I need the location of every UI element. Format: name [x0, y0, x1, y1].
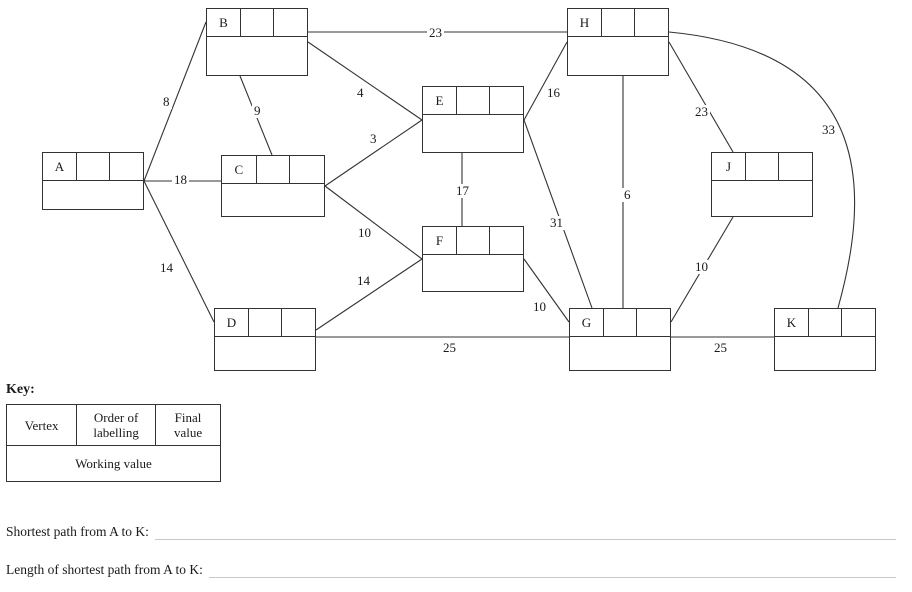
node-c-vertex: C — [222, 156, 257, 183]
edge-d-f — [316, 259, 422, 330]
node-h-working[interactable] — [568, 37, 668, 75]
path-length-label: Length of shortest path from A to K: — [6, 562, 203, 577]
node-j[interactable] — [711, 152, 813, 217]
key-cell-vertex: Vertex — [7, 405, 77, 446]
node-b-vertex: B — [207, 9, 241, 36]
node-d-working[interactable] — [215, 337, 315, 370]
node-c-top — [222, 156, 324, 184]
node-e-final[interactable] — [490, 87, 523, 114]
edge-label-b-h: 23 — [429, 25, 442, 40]
edge-e-h — [524, 42, 567, 120]
path-length-answer-row — [6, 562, 896, 578]
node-c[interactable] — [221, 155, 325, 217]
node-k-vertex: K — [775, 309, 809, 336]
node-g-top — [570, 309, 670, 337]
edge-label-e-g: 31 — [550, 215, 563, 230]
node-d-final[interactable] — [282, 309, 315, 336]
node-a-order[interactable] — [77, 153, 110, 180]
node-b-top — [207, 9, 307, 37]
node-b-working[interactable] — [207, 37, 307, 75]
node-f-order[interactable] — [457, 227, 490, 254]
node-g-order[interactable] — [604, 309, 637, 336]
edge-label-e-f: 17 — [456, 183, 469, 198]
edge-a-d — [144, 181, 214, 322]
edge-label-f-g: 10 — [533, 299, 546, 314]
node-d-top — [215, 309, 315, 337]
node-g-working[interactable] — [570, 337, 670, 370]
node-k-top — [775, 309, 875, 337]
node-j-final[interactable] — [779, 153, 812, 180]
node-a-vertex: A — [43, 153, 77, 180]
key-section — [6, 382, 306, 482]
edge-h-j — [669, 42, 733, 152]
edge-a-b — [144, 22, 206, 181]
edge-e-g — [524, 120, 592, 308]
edge-label-h-k: 33 — [822, 122, 835, 137]
node-f-top — [423, 227, 523, 255]
key-table — [6, 404, 221, 482]
node-d[interactable] — [214, 308, 316, 371]
node-c-working[interactable] — [222, 184, 324, 216]
key-cell-working: Working value — [7, 446, 221, 482]
edge-label-e-h: 16 — [547, 85, 560, 100]
node-e[interactable] — [422, 86, 524, 153]
node-e-vertex: E — [423, 87, 457, 114]
node-h-vertex: H — [568, 9, 602, 36]
edge-label-a-c: 18 — [174, 172, 187, 187]
node-b-order[interactable] — [241, 9, 274, 36]
edge-label-g-k: 25 — [714, 340, 727, 355]
node-g[interactable] — [569, 308, 671, 371]
edge-label-j-g: 10 — [695, 259, 708, 274]
node-a-final[interactable] — [110, 153, 143, 180]
node-e-working[interactable] — [423, 115, 523, 152]
edge-label-c-e: 3 — [370, 131, 377, 146]
node-f-working[interactable] — [423, 255, 523, 291]
node-c-final[interactable] — [290, 156, 324, 183]
edge-label-d-f: 14 — [357, 273, 370, 288]
shortest-path-input[interactable] — [155, 526, 896, 540]
edge-label-b-c: 9 — [254, 103, 261, 118]
key-working-row — [7, 446, 221, 482]
node-f-vertex: F — [423, 227, 457, 254]
edge-label-b-e: 4 — [357, 85, 364, 100]
node-k[interactable] — [774, 308, 876, 371]
key-header-row — [7, 405, 221, 446]
edge-label-h-g: 6 — [624, 187, 631, 202]
edge-label-h-j: 23 — [695, 104, 708, 119]
key-title: Key: — [6, 382, 35, 397]
node-h-final[interactable] — [635, 9, 668, 36]
node-h-top — [568, 9, 668, 37]
edge-c-f — [325, 186, 422, 259]
key-cell-order: Order of labelling — [77, 405, 156, 446]
node-a-top — [43, 153, 143, 181]
node-k-final[interactable] — [842, 309, 875, 336]
node-h-order[interactable] — [602, 9, 635, 36]
node-b[interactable] — [206, 8, 308, 76]
node-g-vertex: G — [570, 309, 604, 336]
node-j-working[interactable] — [712, 181, 812, 216]
node-b-final[interactable] — [274, 9, 307, 36]
edge-label-d-g: 25 — [443, 340, 456, 355]
edge-label-a-b: 8 — [163, 94, 170, 109]
node-e-top — [423, 87, 523, 115]
path-length-input[interactable] — [209, 564, 896, 578]
node-j-order[interactable] — [746, 153, 779, 180]
edge-label-c-f: 10 — [358, 225, 371, 240]
node-c-order[interactable] — [257, 156, 291, 183]
node-j-top — [712, 153, 812, 181]
edge-label-a-d: 14 — [160, 260, 173, 275]
node-h[interactable] — [567, 8, 669, 76]
node-d-order[interactable] — [249, 309, 282, 336]
edge-b-e — [308, 42, 422, 120]
node-e-order[interactable] — [457, 87, 490, 114]
node-g-final[interactable] — [637, 309, 670, 336]
node-j-vertex: J — [712, 153, 746, 180]
node-k-order[interactable] — [809, 309, 842, 336]
edge-c-e — [325, 120, 422, 186]
node-a-working[interactable] — [43, 181, 143, 209]
node-a[interactable] — [42, 152, 144, 210]
key-cell-final: Final value — [156, 405, 221, 446]
shortest-path-label: Shortest path from A to K: — [6, 524, 149, 539]
node-f-final[interactable] — [490, 227, 523, 254]
node-k-working[interactable] — [775, 337, 875, 370]
node-f[interactable] — [422, 226, 524, 292]
shortest-path-answer-row — [6, 524, 896, 540]
node-d-vertex: D — [215, 309, 249, 336]
